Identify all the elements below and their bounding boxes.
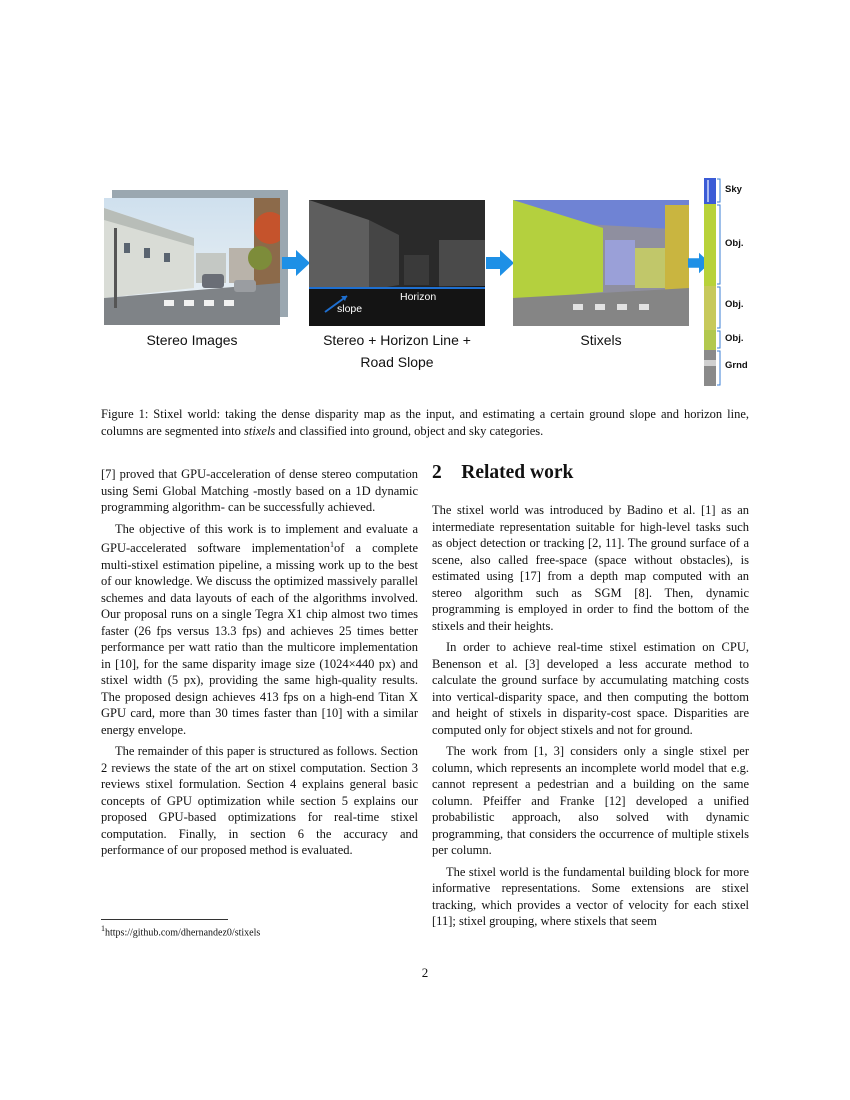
paragraph: The work from [1, 3] considers only a single stixel per column, which represents an incomplete world model that e.g. cannot represent a pedestrian and a building on the same column. Pfeiffer and Franke [12] developed a unified probabilistic approach, also solved with dynamic programming, that considers the occurrence of multiple stixels per column.	[432, 744, 749, 857]
arrow-right-icon	[282, 250, 310, 276]
strip-label-obj-1: Obj.	[725, 238, 744, 249]
strip-label-obj-3: Obj.	[725, 333, 744, 344]
strip-label-sky: Sky	[725, 184, 742, 195]
slope-label: slope	[337, 303, 363, 315]
label-horizon-line: Stereo + Horizon Line +	[323, 332, 471, 348]
footnote-link[interactable]: https://github.com/dhernandez0/stixels	[105, 927, 261, 939]
stereo-image	[104, 198, 280, 325]
section-heading: 2 Related work	[432, 462, 574, 483]
paragraph: The remainder of this paper is structured as follows. Section 2 reviews the state of the art on stixel computation. Section 3 reviews stixel formulation. Section 4 explains general basic concepts of GPU optimization while section 5 explains our proposed GPU-based optimizations for real-time stixel computation. Finally, in section 6 the accuracy and performance of our proposed method is evaluated.	[101, 744, 418, 858]
figure-caption: Figure 1: Stixel world: taking the dense disparity map as the input, and estimating a certain ground slope and horizon line, columns are segmented into stixels and classified into ground, object and sky categories.	[101, 407, 749, 438]
paragraph: The stixel world is the fundamental building block for more informative representations. Some extensions are stixel tracking, which provides a vector of velocity for each stixel [11]; stixel grouping, where stixels that seem	[432, 864, 749, 928]
label-stixels: Stixels	[580, 332, 622, 348]
footnote: $^1$https://github.com/dhernandez0/stixels	[101, 924, 261, 939]
stixel-image	[513, 200, 689, 326]
label-stereo-images: Stereo Images	[146, 332, 238, 348]
paragraph: In order to achieve real-time stixel estimation on CPU, Benenson et al. [3] developed a less accurate method to calculate the ground surface by accumulating matching costs into vertical-disparity space, and then computing the bottom and height of stixels in disparity-cost space. Disparities are computed only for object stixels and not for ground.	[432, 640, 749, 737]
strip-label-grnd: Grnd	[725, 360, 748, 371]
footnote-rule	[101, 919, 228, 920]
stixel-column-strip	[704, 178, 716, 386]
segment-brackets	[716, 178, 724, 386]
arrow-right-icon	[486, 250, 514, 276]
left-column	[101, 466, 418, 864]
paragraph: The objective of this work is to implement and evaluate a GPU-accelerated software implementation$^1$of a complete multi-stixel estimation pipeline, a missing work up to the best of our knowledge. We discuss the optimized massively parallel schemes and data layouts of each of the algorithms involved. Our proposal runs on a single Tegra X1 chip almost two times faster (26 fps versus 13.3 fps) and achieves 25 times better performance per watt ratio than the multicore implementation in [10], for the same disparity image size (1024×440 px) and stixel width (5 px), providing the same high-quality results. The proposed design achieves 413 fps on a high-end Titan X GPU card, more than 30 times faster than [10] with a similar energy envelope.	[101, 521, 419, 737]
paragraph: [7] proved that GPU-acceleration of dense stereo computation using Semi Global Matching -mostly based on a 1D dynamic programming algorithm- can be successfully achieved.	[101, 467, 418, 514]
paragraph: The stixel world was introduced by Badino et al. [1] as an intermediate representation suitable for high-level tasks such as object detection or tracking [2, 11]. The ground surface of a scene, also called free-space (space without obstacles), is estimated using [17] from a depth map computed with an stereo algorithm such as SGM [8]. Then, dynamic programming is employed in order to find the bottom of the stixels and their heights.	[432, 503, 749, 633]
horizon-label: Horizon	[400, 291, 437, 303]
disparity-image	[309, 200, 485, 326]
right-column	[432, 502, 749, 935]
strip-label-obj-2: Obj.	[725, 299, 744, 310]
page-number: 2	[421, 965, 429, 980]
label-road-slope: Road Slope	[360, 354, 434, 370]
